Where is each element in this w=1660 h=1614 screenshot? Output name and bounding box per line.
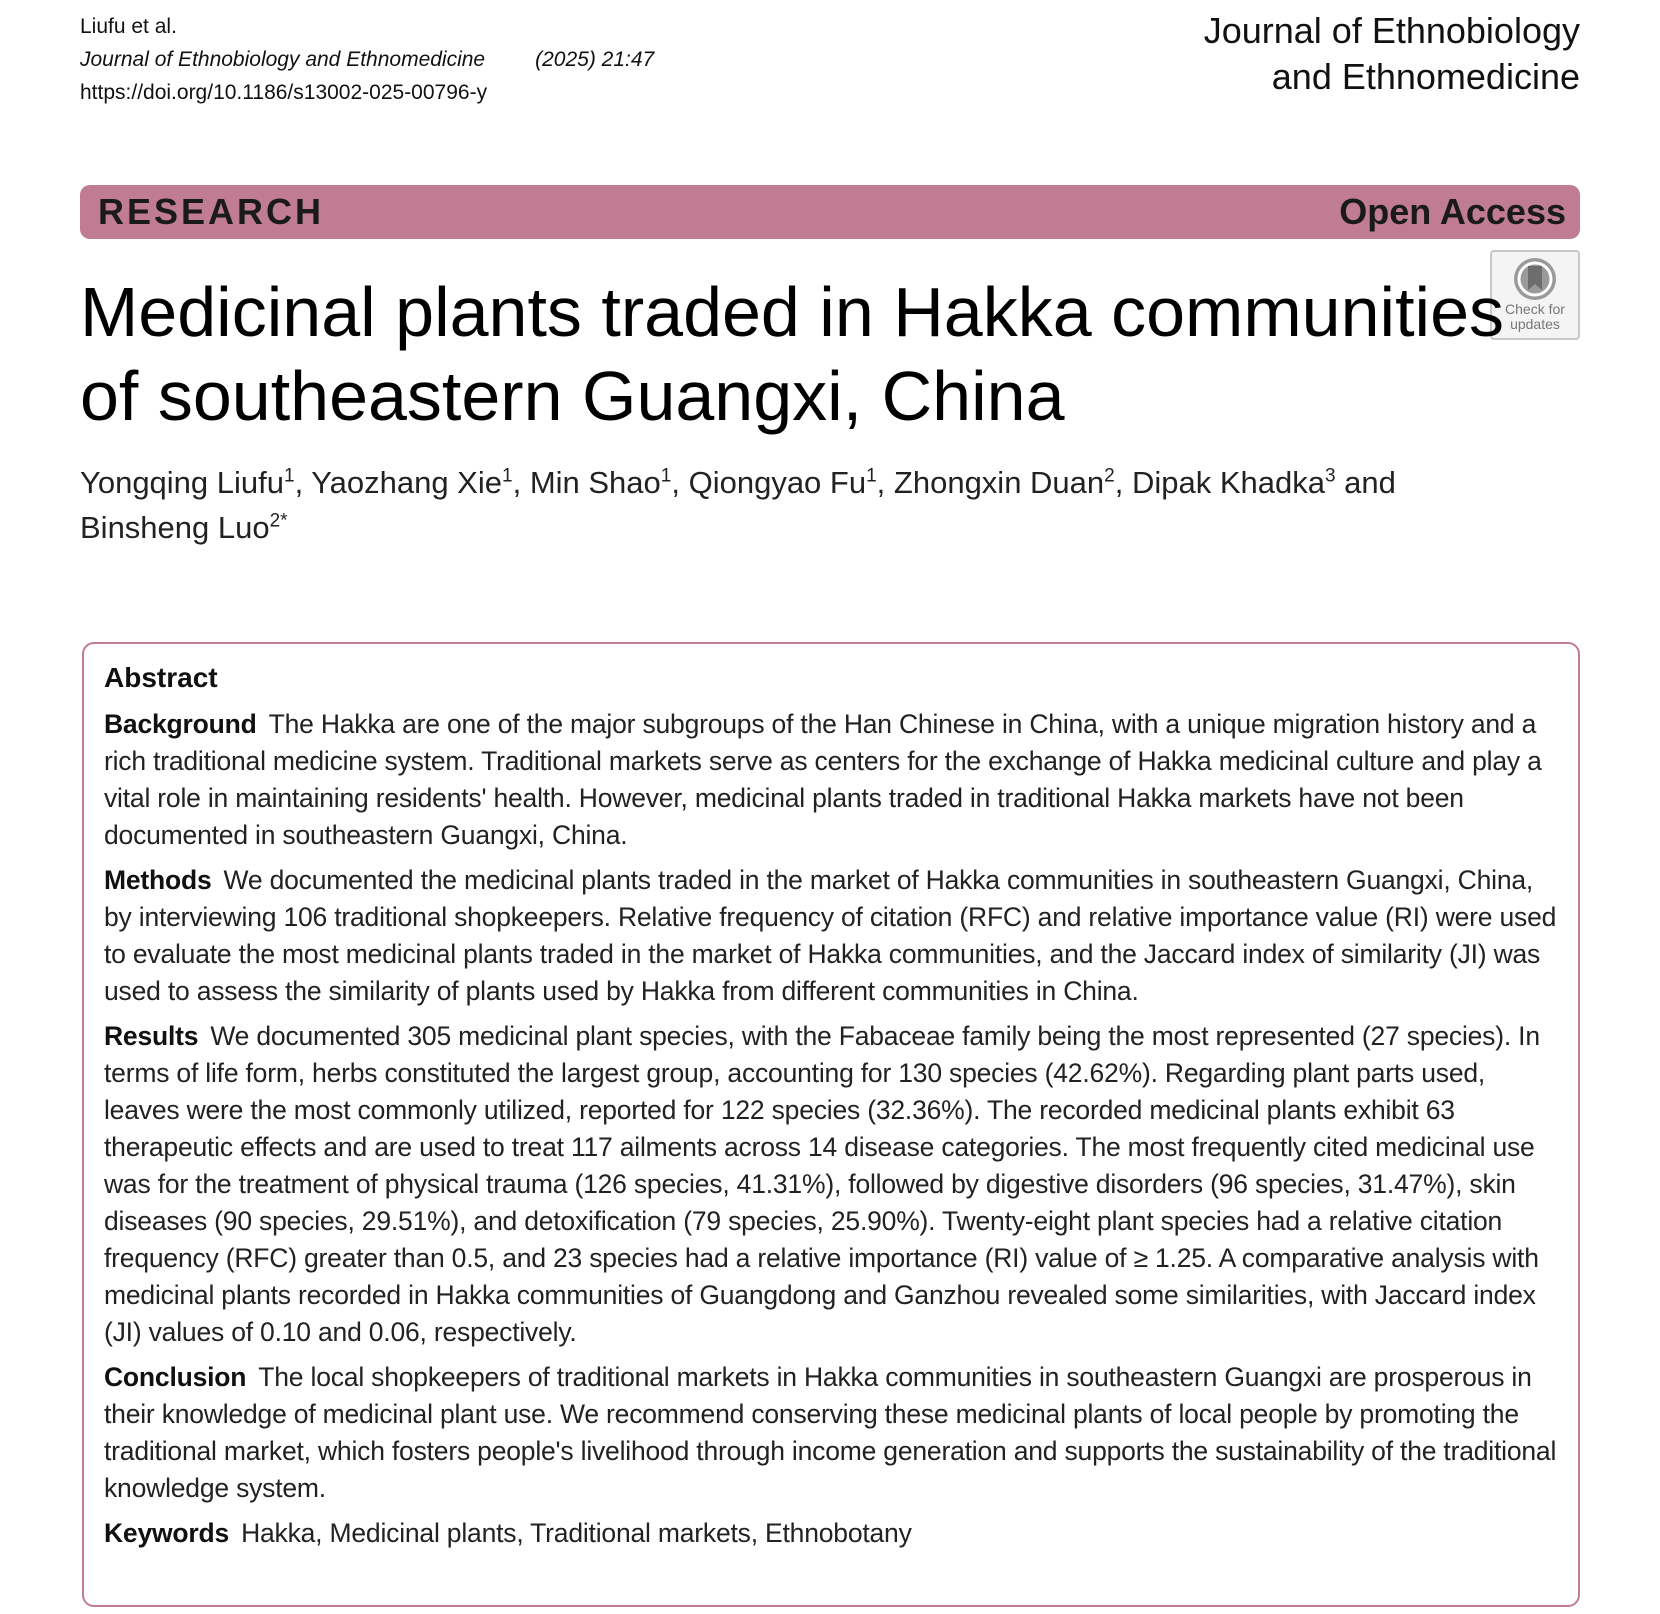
abstract-section-text: The local shopkeepers of traditional markets in Hakka communities in southeastern Guangxi are prosperous in their knowledge of medicinal plant use. We recommend conserving these medicinal plants of local people by promoting the traditional market, which fosters people's livelihood through income generation and supports the sustainability of the traditional knowledge system. bbox=[104, 1362, 1557, 1503]
author-name[interactable]: Yongqing Liufu bbox=[80, 465, 284, 500]
check-for-updates-line2: updates bbox=[1510, 316, 1560, 332]
author-affiliation: 3 bbox=[1324, 465, 1336, 487]
journal-name-line2: and Ethnomedicine bbox=[1271, 56, 1580, 97]
author-separator: and bbox=[1335, 465, 1396, 500]
abstract-section-heading: Methods bbox=[104, 865, 212, 895]
check-for-updates-line1: Check for bbox=[1505, 301, 1565, 317]
citation-block bbox=[80, 10, 654, 109]
abstract-section-conclusion bbox=[104, 1359, 1558, 1507]
author-affiliation: 2 bbox=[1104, 465, 1115, 487]
author-name[interactable]: Dipak Khadka bbox=[1131, 465, 1325, 500]
abstract-sections bbox=[104, 706, 1558, 1552]
author-affiliation: 2* bbox=[269, 510, 288, 532]
abstract-section-text: We documented the medicinal plants traded in the market of Hakka communities in southeastern Guangxi, China, by interviewing 106 traditional shopkeepers. Relative frequency of citation (RFC) and relative importance value (RI) were used to evaluate the most medicinal plants traded in the market of Hakka communities, and the Jaccard index of similarity (JI) was used to assess the similarity of plants used by Hakka from different communities in China. bbox=[104, 865, 1557, 1006]
citation-journal-row bbox=[80, 43, 654, 76]
author-separator: , bbox=[876, 465, 894, 500]
abstract-section-keywords bbox=[104, 1515, 1558, 1552]
abstract-section-heading: Results bbox=[104, 1021, 199, 1051]
author-name[interactable]: Min Shao bbox=[529, 465, 661, 500]
abstract-box bbox=[82, 642, 1580, 1607]
citation-doi-link[interactable]: https://doi.org/10.1186/s13002-025-00796-y bbox=[80, 81, 488, 104]
author-separator: , bbox=[294, 465, 312, 500]
abstract-section-heading: Conclusion bbox=[104, 1362, 247, 1392]
author-affiliation: 1 bbox=[660, 465, 672, 487]
citation-authors: Liufu et al. bbox=[80, 15, 177, 38]
abstract-section-results bbox=[104, 1018, 1558, 1351]
citation-year-volume: (2025) 21:47 bbox=[535, 48, 655, 71]
author-list bbox=[80, 460, 1500, 550]
abstract-section-text: We documented 305 medicinal plant species, with the Fabaceae family being the most represented (27 species). In terms of life form, herbs constituted the largest group, accounting for 130 species (42.62%). Regarding plant parts used, leaves were the most commonly utilized, reported for 122 species (32.36%). The recorded medicinal plants exhibit 63 therapeutic effects and are used to treat 117 ailments across 14 disease categories. The most frequently cited medicinal use was for the treatment of physical trauma (126 species, 41.31%), followed by digestive disorders (96 species, 31.47%), skin diseases (90 species, 29.51%), and detoxification (79 species, 25.90%). Twenty-eight plant species had a relative citation frequency (RFC) greater than 0.5, and 23 species had a relative importance (RI) value of ≥ 1.25. A comparative analysis with medicinal plants recorded in Hakka communities of Guangdong and Ganzhou revealed some similarities, with Jaccard index (JI) values of 0.10 and 0.06, respectively. bbox=[104, 1021, 1540, 1347]
journal-name-line1: Journal of Ethnobiology bbox=[1203, 10, 1580, 51]
journal-name bbox=[1204, 8, 1580, 100]
author-name[interactable]: Yaozhang Xie bbox=[311, 465, 502, 500]
author-name[interactable]: Qiongyao Fu bbox=[688, 465, 867, 500]
abstract-heading: Abstract bbox=[104, 662, 218, 693]
author-separator: , bbox=[1114, 465, 1132, 500]
abstract-section-methods bbox=[104, 862, 1558, 1010]
author-affiliation: 1 bbox=[284, 465, 295, 487]
author-separator: , bbox=[512, 465, 530, 500]
open-access-label: Open Access bbox=[1339, 191, 1566, 232]
abstract-section-heading: Keywords bbox=[104, 1518, 230, 1548]
author-affiliation: 1 bbox=[866, 465, 877, 487]
author-affiliation: 1 bbox=[502, 465, 513, 487]
citation-journal: Journal of Ethnobiology and Ethnomedicine bbox=[80, 48, 486, 71]
article-type-label: RESEARCH bbox=[98, 191, 325, 232]
author-separator: , bbox=[671, 465, 689, 500]
author-name[interactable]: Zhongxin Duan bbox=[893, 465, 1105, 500]
author-name[interactable]: Binsheng Luo bbox=[80, 510, 270, 545]
abstract-section-text: The Hakka are one of the major subgroups of the Han Chinese in China, with a unique migration history and a rich traditional medicine system. Traditional markets serve as centers for the exchange of Hakka medicinal culture and play a vital role in maintaining residents' health. However, medicinal plants traded in traditional Hakka markets have not been documented in southeastern Guangxi, China. bbox=[104, 709, 1542, 850]
abstract-section-text: Hakka, Medicinal plants, Traditional markets, Ethnobotany bbox=[241, 1518, 912, 1548]
article-type-banner bbox=[80, 185, 1580, 239]
abstract-section-heading: Background bbox=[104, 709, 257, 739]
abstract-section-background bbox=[104, 706, 1558, 854]
article-title: Medicinal plants traded in Hakka communities of southeastern Guangxi, China bbox=[80, 273, 1504, 435]
